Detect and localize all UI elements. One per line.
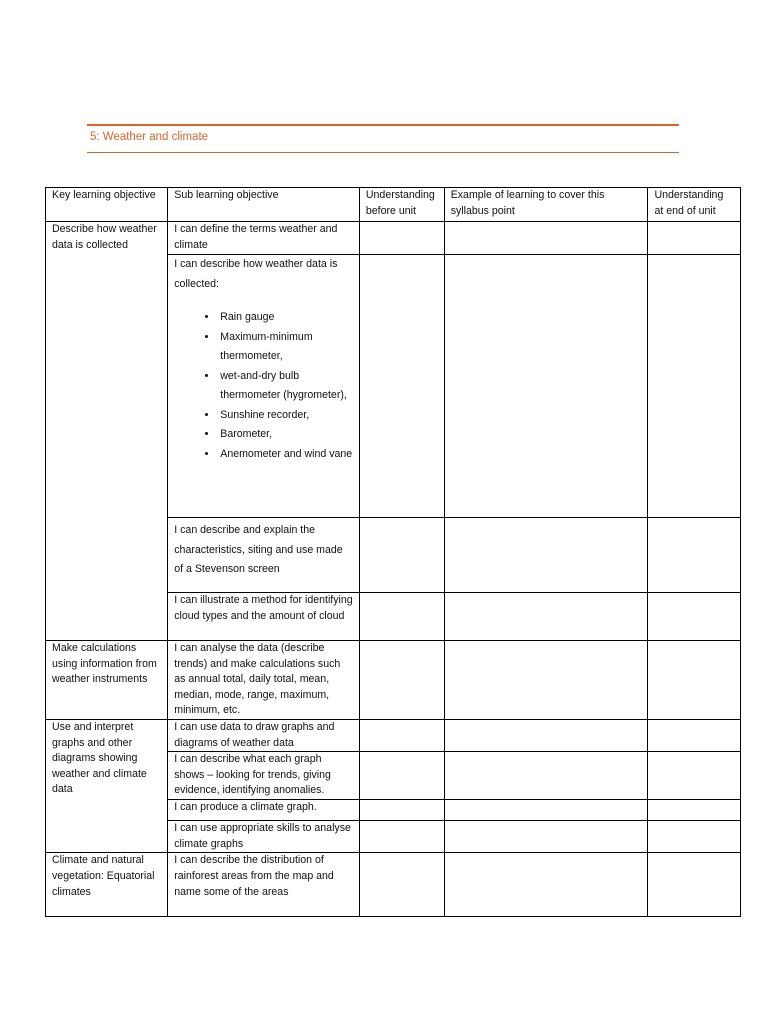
example-learning-cell[interactable] xyxy=(444,800,648,821)
understanding-before-cell[interactable] xyxy=(359,719,444,751)
understanding-end-cell[interactable] xyxy=(648,821,741,853)
table-header-row xyxy=(46,188,741,222)
sub-objective-cell: I can define the terms weather and climate xyxy=(168,222,360,255)
understanding-end-cell[interactable] xyxy=(648,255,741,518)
understanding-before-cell[interactable] xyxy=(359,752,444,800)
key-objective-cell: Climate and natural vegetation: Equatorial climates xyxy=(46,853,168,917)
understanding-before-cell[interactable] xyxy=(359,593,444,641)
understanding-before-cell[interactable] xyxy=(359,518,444,593)
instrument-list xyxy=(174,308,353,464)
learning-objectives-table xyxy=(45,187,741,917)
column-header: Key learning objective xyxy=(46,188,168,222)
understanding-before-cell[interactable] xyxy=(359,641,444,720)
heading-bottom-rule xyxy=(87,152,679,153)
list-item: • Anemometer and wind vane xyxy=(218,445,353,465)
sub-objective-cell: I can produce a climate graph. xyxy=(168,800,360,821)
understanding-before-cell[interactable] xyxy=(359,821,444,853)
list-item: • wet-and-dry bulb thermometer (hygrometer), xyxy=(218,367,353,406)
column-header: Understanding before unit xyxy=(359,188,444,222)
sub-objective-cell: I can analyse the data (describe trends) and make calculations such as annual total, daily total, mean, median, mode, range, maximum, minimum, etc. xyxy=(168,641,360,720)
example-learning-cell[interactable] xyxy=(444,853,648,917)
column-header: Sub learning objective xyxy=(168,188,360,222)
column-header: Example of learning to cover this syllabus point xyxy=(444,188,648,222)
understanding-end-cell[interactable] xyxy=(648,518,741,593)
list-item: • Maximum-minimum thermometer, xyxy=(218,328,353,367)
sub-objective-cell: I can describe what each graph shows – looking for trends, giving evidence, identifying anomalies. xyxy=(168,752,360,800)
list-item: • Sunshine recorder, xyxy=(218,406,353,426)
understanding-end-cell[interactable] xyxy=(648,593,741,641)
key-objective-cell: Make calculations using information from weather instruments xyxy=(46,641,168,720)
table-row xyxy=(46,222,741,255)
sub-objective-cell: I can describe the distribution of rainforest areas from the map and name some of the areas xyxy=(168,853,360,917)
understanding-end-cell[interactable] xyxy=(648,719,741,751)
understanding-before-cell[interactable] xyxy=(359,853,444,917)
page-title: 5: Weather and climate xyxy=(90,131,209,143)
understanding-end-cell[interactable] xyxy=(648,853,741,917)
example-learning-cell[interactable] xyxy=(444,641,648,720)
understanding-end-cell[interactable] xyxy=(648,222,741,255)
example-learning-cell[interactable] xyxy=(444,719,648,751)
sub-objective-cell: I can use data to draw graphs and diagrams of weather data xyxy=(168,719,360,751)
example-learning-cell[interactable] xyxy=(444,518,648,593)
understanding-before-cell[interactable] xyxy=(359,255,444,518)
understanding-before-cell[interactable] xyxy=(359,800,444,821)
sub-objective-text: I can describe and explain the characteristics, siting and use made of a Stevenson screen xyxy=(174,524,343,575)
key-objective-cell: Describe how weather data is collected xyxy=(46,222,168,641)
understanding-end-cell[interactable] xyxy=(648,800,741,821)
table-row xyxy=(46,853,741,917)
table-row xyxy=(46,719,741,751)
example-learning-cell[interactable] xyxy=(444,255,648,518)
key-objective-cell: Use and interpret graphs and other diagrams showing weather and climate data xyxy=(46,719,168,852)
example-learning-cell[interactable] xyxy=(444,222,648,255)
example-learning-cell[interactable] xyxy=(444,593,648,641)
heading-top-rule xyxy=(87,124,679,126)
understanding-end-cell[interactable] xyxy=(648,641,741,720)
sub-objective-text: I can describe how weather data is collected: xyxy=(174,258,338,290)
sub-objective-cell: I can use appropriate skills to analyse climate graphs xyxy=(168,821,360,853)
sub-objective-cell: I can illustrate a method for identifying cloud types and the amount of cloud xyxy=(168,593,360,641)
example-learning-cell[interactable] xyxy=(444,752,648,800)
list-item: • Barometer, xyxy=(218,425,353,445)
column-header: Understanding at end of unit xyxy=(648,188,741,222)
understanding-end-cell[interactable] xyxy=(648,752,741,800)
example-learning-cell[interactable] xyxy=(444,821,648,853)
understanding-before-cell[interactable] xyxy=(359,222,444,255)
list-item: • Rain gauge xyxy=(218,308,353,328)
table-row xyxy=(46,641,741,720)
sub-objective-cell xyxy=(168,255,360,518)
sub-objective-cell xyxy=(168,518,360,593)
